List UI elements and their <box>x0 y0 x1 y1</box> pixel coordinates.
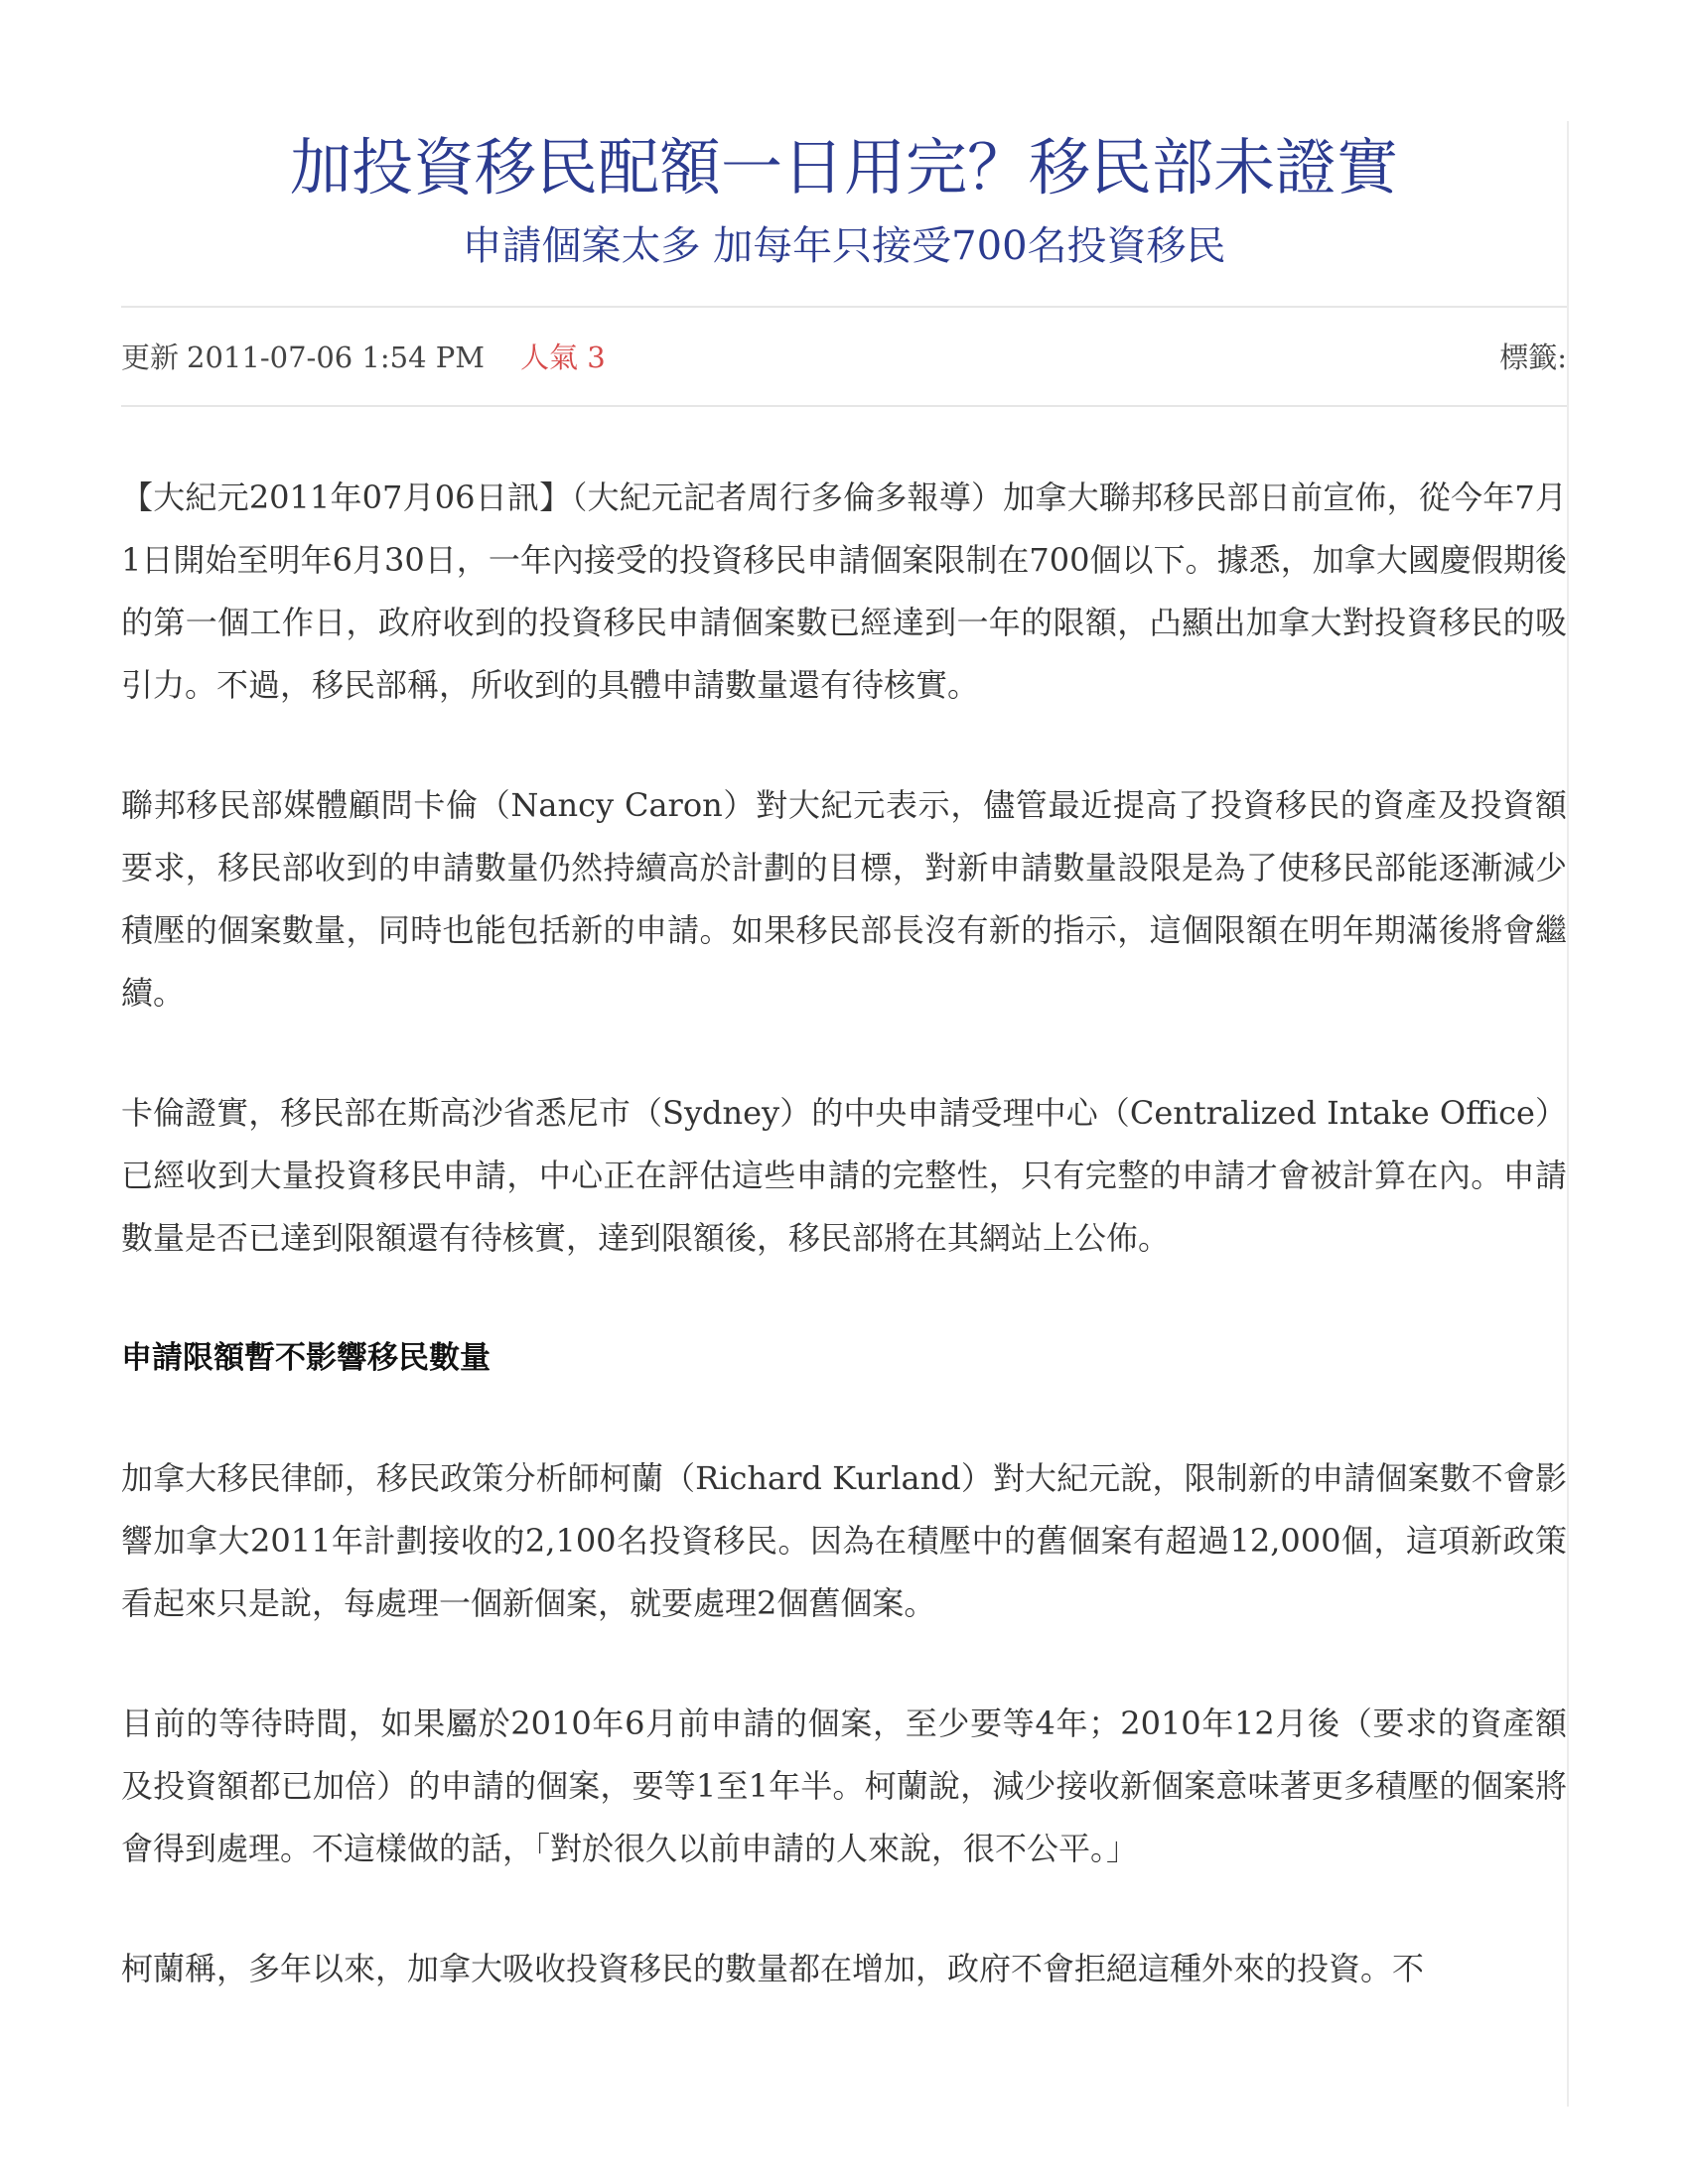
divider-top <box>121 306 1567 308</box>
paragraph: 目前的等待時間，如果屬於2010年6月前申請的個案，至少要等4年；2010年12月後（要求的資產額及投資額都已加倍）的申請的個案，要等1至1年半。柯蘭說，減少接收新個案意味著更多積壓的個案將會得到處理。不這樣做的話，「對於很久以前申請的人來說，很不公平。」 <box>121 1705 1567 1867</box>
tags-label: 標籤: <box>1499 341 1567 374</box>
popularity-count: 3 <box>587 341 606 374</box>
paragraph: 柯蘭稱，多年以來，加拿大吸收投資移民的數量都在增加，政府不會拒絕這種外來的投資。不 <box>121 1950 1425 1987</box>
article <box>121 0 1569 2184</box>
article-body <box>121 467 1567 2058</box>
paragraph: 聯邦移民部媒體顧問卡倫（Nancy Caron）對大紀元表示，儘管最近提高了投資移民的資產及投資額要求，移民部收到的申請數量仍然持續高於計劃的目標，對新申請數量設限是為了使移民部能逐漸減少積壓的個案數量，同時也能包括新的申請。如果移民部長沒有新的指示，這個限額在明年期滿後將會繼續。 <box>121 786 1567 1012</box>
paragraph: 【大紀元2011年07月06日訊】（大紀元記者周行多倫多報導）加拿大聯邦移民部日前宣佈，從今年7月1日開始至明年6月30日，一年內接受的投資移民申請個案限制在700個以下。據悉，加拿大國慶假期後的第一個工作日，政府收到的投資移民申請個案數已經達到一年的限額，凸顯出加拿大對投資移民的吸引力。不過，移民部稱，所收到的具體申請數量還有待核實。 <box>121 478 1567 704</box>
popularity-label: 人氣 <box>519 341 578 374</box>
timestamp: 2011-07-06 1:54 PM <box>187 341 485 374</box>
paragraph: 卡倫證實，移民部在斯高沙省悉尼市（Sydney）的中央申請受理中心（Centralized Intake Office）已經收到大量投資移民申請，中心正在評估這些申請的完整性，只有完整的申請才會被計算在內。申請數量是否已達到限額還有待核實，達到限額後，移民部將在其網站上公佈。 <box>121 1094 1567 1257</box>
headline: 加投資移民配額一日用完？移民部未證實 <box>289 131 1398 204</box>
page-edge-divider <box>1567 121 1569 2107</box>
popularity-badge <box>520 341 606 374</box>
paragraph: 加拿大移民律師，移民政策分析師柯蘭（Richard Kurland）對大紀元說，限制新的申請個案數不會影響加拿大2011年計劃接收的2,100名投資移民。因為在積壓中的舊個案有超過12,000個，這項新政策看起來只是說，每處理一個新個案，就要處理2個舊個案。 <box>121 1459 1567 1622</box>
divider-bottom <box>121 405 1567 407</box>
subheadline: 申請個案太多 加每年只接受700名投資移民 <box>462 223 1226 269</box>
updated-label: 更新 <box>121 341 180 374</box>
article-meta <box>121 332 1567 383</box>
section-heading: 申請限額暫不影響移民數量 <box>121 1340 491 1376</box>
